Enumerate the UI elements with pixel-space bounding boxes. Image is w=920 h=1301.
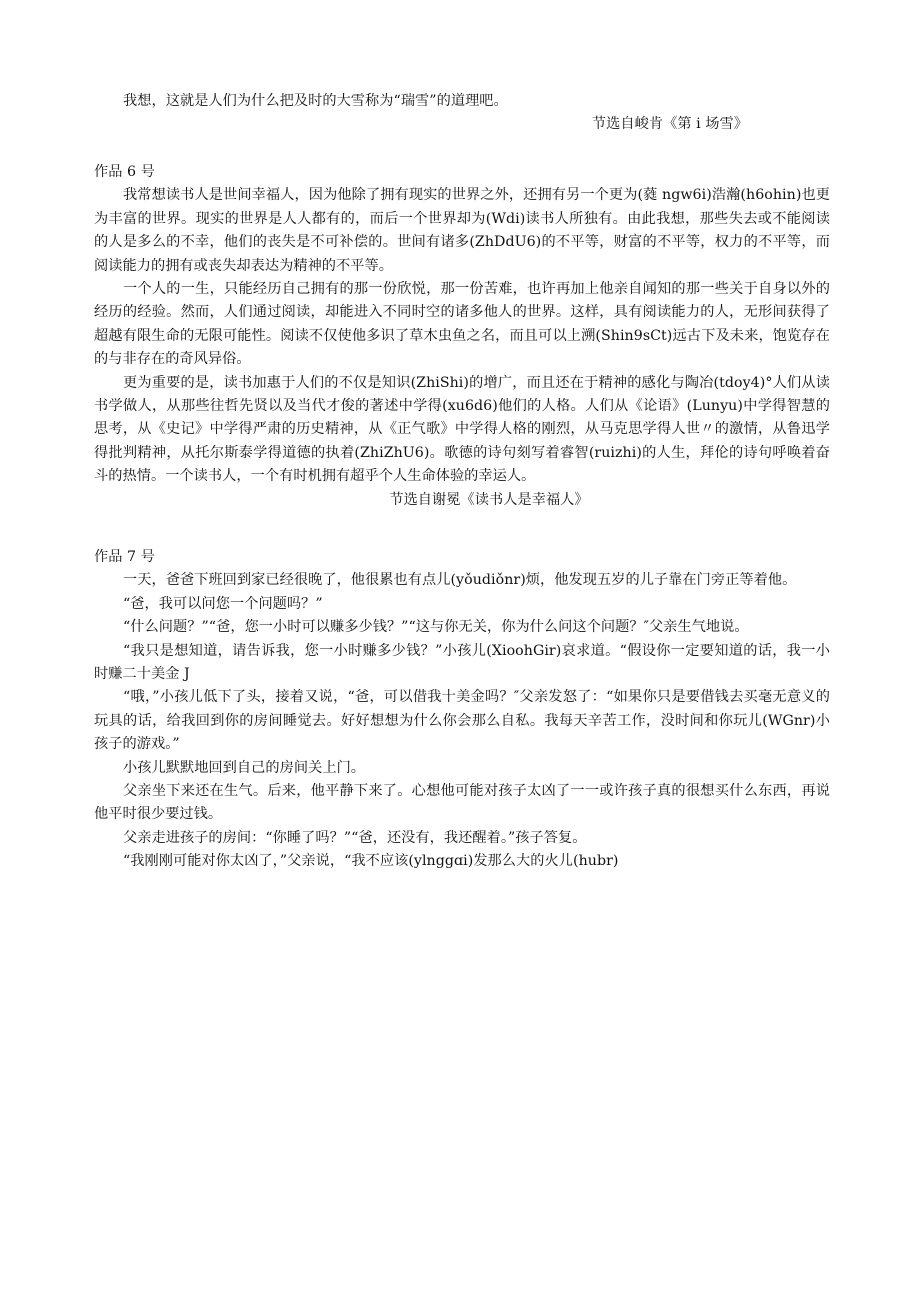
work7-paragraph-3: “什么问题？”“爸，您一小时可以赚多少钱？”“这与你无关，你为什么问这个问题？″父亲生气地说。 bbox=[123, 619, 749, 636]
work7-paragraph-4: “我只是想知道，请告诉我，您一小时赚多少钱？”小孩儿(XioohGir)哀求道。“假设你一定要知道的话，我一小时赚二十美金 J bbox=[94, 642, 830, 683]
work7-paragraph-1: 一天，爸爸下班回到家已经很晚了，他很累也有点儿(yǒudiǒnr)烦，他发现五岁的儿子靠在门旁正等着他。 bbox=[123, 572, 797, 589]
work6-source: 节选自谢冕《读书人是幸福人》 bbox=[389, 491, 589, 508]
intro-paragraph: 我想，这就是人们为什么把及时的大雪称为“瑞雪”的道理吧。 bbox=[123, 93, 508, 109]
work6-title: 作品 6 号 bbox=[94, 164, 155, 180]
work6-paragraph-2: 一个人的一生，只能经历自己拥有的那一份欣悦，那一份苦难，也许再加上他亲自闻知的那一些关于自身以外的经历的经验。然而，人们通过阅读，却能进入不同时空的诸多他人的世界。这样，具有阅读能力的人，无形间获得了超越有限生命的无限可能性。阅读不仅使他多识了草木虫鱼之名，而且可以上溯(Shin9sCt)远古下及未来，饱览存在的与非存在的奇风异俗。 bbox=[94, 281, 830, 368]
work6-paragraph-1: 我常想读书人是世间幸福人，因为他除了拥有现实的世界之外，还拥有另一个更为(蕤 ngw6i)浩瀚(h6ohin)也更为丰富的世界。现实的世界是人人都有的，而后一个世界却为(Wdi)读书人所独有。由此我想，那些失去或不能阅读的人是多么的不幸，他们的丧失是不可补偿的。世间有诸多(ZhDdU6)的不平等，财富的不平等，权力的不平等，而阅读能力的拥有或丧失却表达为精神的不平等。 bbox=[94, 187, 830, 274]
work7-paragraph-6: 小孩儿默默地回到自己的房间关上门。 bbox=[123, 759, 366, 776]
work7-paragraph-8: 父亲走进孩子的房间：“你睡了吗？”“爸，还没有，我还醒着。”孩子答复。 bbox=[123, 829, 587, 846]
intro-section bbox=[94, 90, 830, 137]
work7-paragraph-5: “哦，”小孩儿低下了头，接着又说，“爸，可以借我十美金吗？″父亲发怒了：“如果你只是要借钱去买毫无意义的玩具的话，给我回到你的房间睡觉去。好好想想为什么你会那么自私。我每天辛苦工作，没时间和你玩儿(WGnr)小孩子的游戏。” bbox=[94, 689, 830, 753]
work7-section bbox=[94, 546, 830, 874]
work6-paragraph-3: 更为重要的是，读书加惠于人们的不仅是知识(ZhiShi)的增广，而且还在于精神的感化与陶冶(tdoy4)°人们从读书学做人，从那些往哲先贤以及当代才俊的著述中学得(xu6d6)他们的人格。人们从《论语》(Lunyu)中学得智慧的思考，从《史记》中学得严肃的历史精神，从《正气歌》中学得人格的刚烈，从马克思学得人世〃的激情，从鲁迅学得批判精神，从托尔斯泰学得道德的执着(ZhiZhU6)。歌德的诗句刻写着睿智(ruizhi)的人生，拜伦的诗句呼唤着奋斗的热情。一个读书人，一个有时机拥有超乎个人生命体验的幸运人。 bbox=[94, 374, 830, 485]
work6-section bbox=[94, 161, 830, 512]
work7-paragraph-9: “我刚刚可能对你太凶了，”父亲说，“我不应该(ylnggɑi)发那么大的火儿(hubr) bbox=[123, 853, 619, 870]
work7-paragraph-2: “爸，我可以问您一个问题吗？” bbox=[123, 595, 323, 612]
work7-paragraph-7: 父亲坐下来还在生气。后来，他平静下来了。心想他可能对孩子太凶了一一或许孩子真的很想买什么东西，再说他平时很少要过钱。 bbox=[94, 783, 830, 823]
work7-title: 作品 7 号 bbox=[94, 549, 155, 565]
intro-source: 节选自峻肯《第 i 场雪》 bbox=[591, 116, 748, 133]
